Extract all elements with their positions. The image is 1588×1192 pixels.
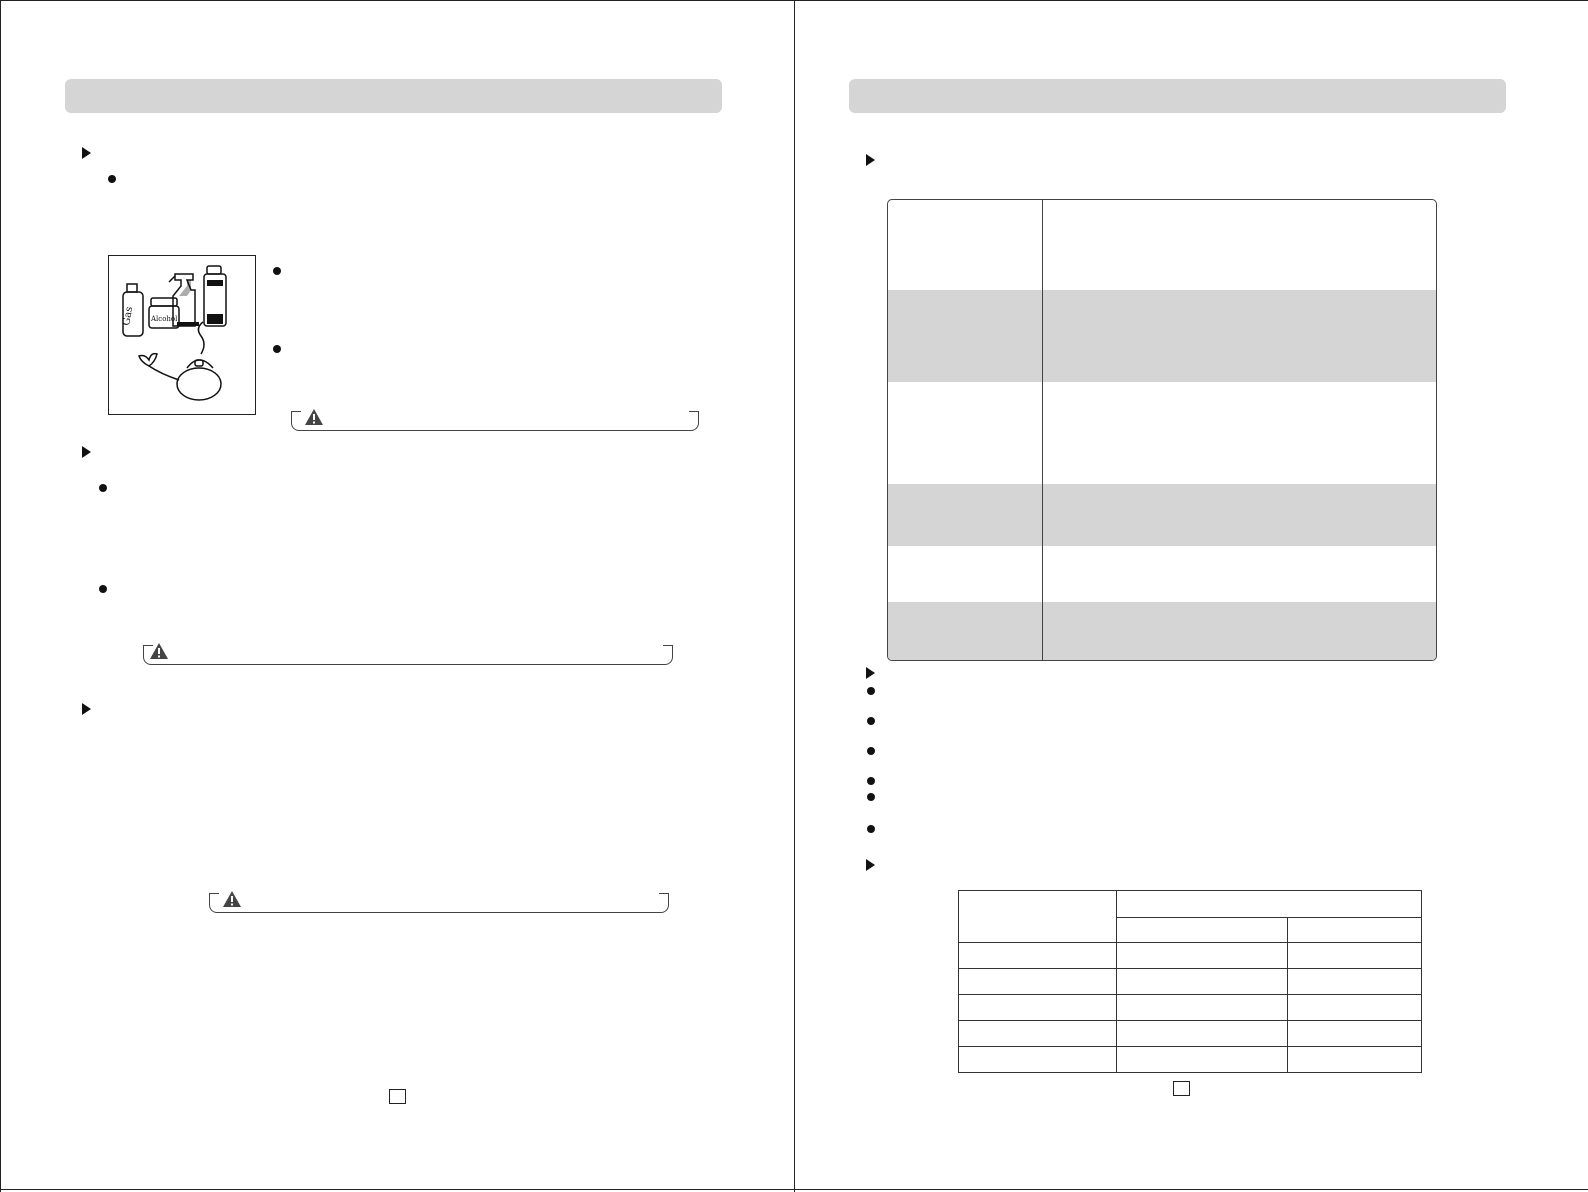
bullet-icon bbox=[867, 687, 875, 695]
bullet-icon bbox=[867, 717, 875, 725]
table-row bbox=[888, 382, 1436, 484]
bullet-icon bbox=[867, 793, 875, 801]
warning-triangle-icon bbox=[222, 890, 242, 908]
alcohol-label: Alcohol bbox=[151, 315, 178, 323]
section-header-bar bbox=[849, 79, 1506, 113]
spec-table bbox=[958, 890, 1422, 1073]
table-row bbox=[888, 602, 1436, 660]
table-divider bbox=[959, 1020, 1421, 1021]
table-divider bbox=[959, 968, 1421, 969]
section-arrow-icon bbox=[866, 154, 875, 166]
section-arrow-icon bbox=[82, 703, 91, 715]
warning-triangle-icon bbox=[149, 642, 169, 660]
table-divider bbox=[1116, 917, 1421, 918]
page-number-box bbox=[1173, 1081, 1190, 1096]
table-divider bbox=[959, 1046, 1421, 1047]
table-row bbox=[888, 546, 1436, 602]
warning-triangle-icon bbox=[304, 408, 324, 426]
flammable-items-illustration bbox=[108, 255, 256, 415]
section-arrow-icon bbox=[82, 446, 91, 458]
section-arrow-icon bbox=[82, 147, 91, 159]
page-number-box bbox=[389, 1089, 406, 1104]
bullet-icon bbox=[867, 747, 875, 755]
warning-box bbox=[143, 645, 673, 665]
warning-box bbox=[209, 893, 669, 913]
bullet-icon bbox=[99, 484, 107, 492]
bottom-rule bbox=[795, 1189, 1588, 1190]
table-divider bbox=[959, 942, 1421, 943]
section-arrow-icon bbox=[866, 667, 875, 679]
table-row bbox=[888, 484, 1436, 546]
bullet-icon bbox=[99, 585, 107, 593]
feature-table bbox=[887, 199, 1437, 661]
bottom-rule bbox=[1, 1189, 794, 1190]
bullet-icon bbox=[867, 777, 875, 785]
table-divider bbox=[1116, 891, 1117, 1072]
table-row bbox=[888, 290, 1436, 382]
bullet-icon bbox=[273, 345, 281, 353]
table-row bbox=[888, 200, 1436, 290]
table-column-divider bbox=[1042, 200, 1043, 660]
bullet-icon bbox=[867, 825, 875, 833]
right-page bbox=[794, 0, 1588, 1192]
flammable-items-icon bbox=[109, 256, 255, 414]
table-divider bbox=[959, 994, 1421, 995]
bullet-icon bbox=[273, 267, 281, 275]
section-header-bar bbox=[65, 79, 722, 113]
gas-label: Gas bbox=[121, 305, 136, 327]
warning-box bbox=[291, 411, 699, 431]
section-arrow-icon bbox=[866, 859, 875, 871]
bullet-icon bbox=[108, 175, 116, 183]
